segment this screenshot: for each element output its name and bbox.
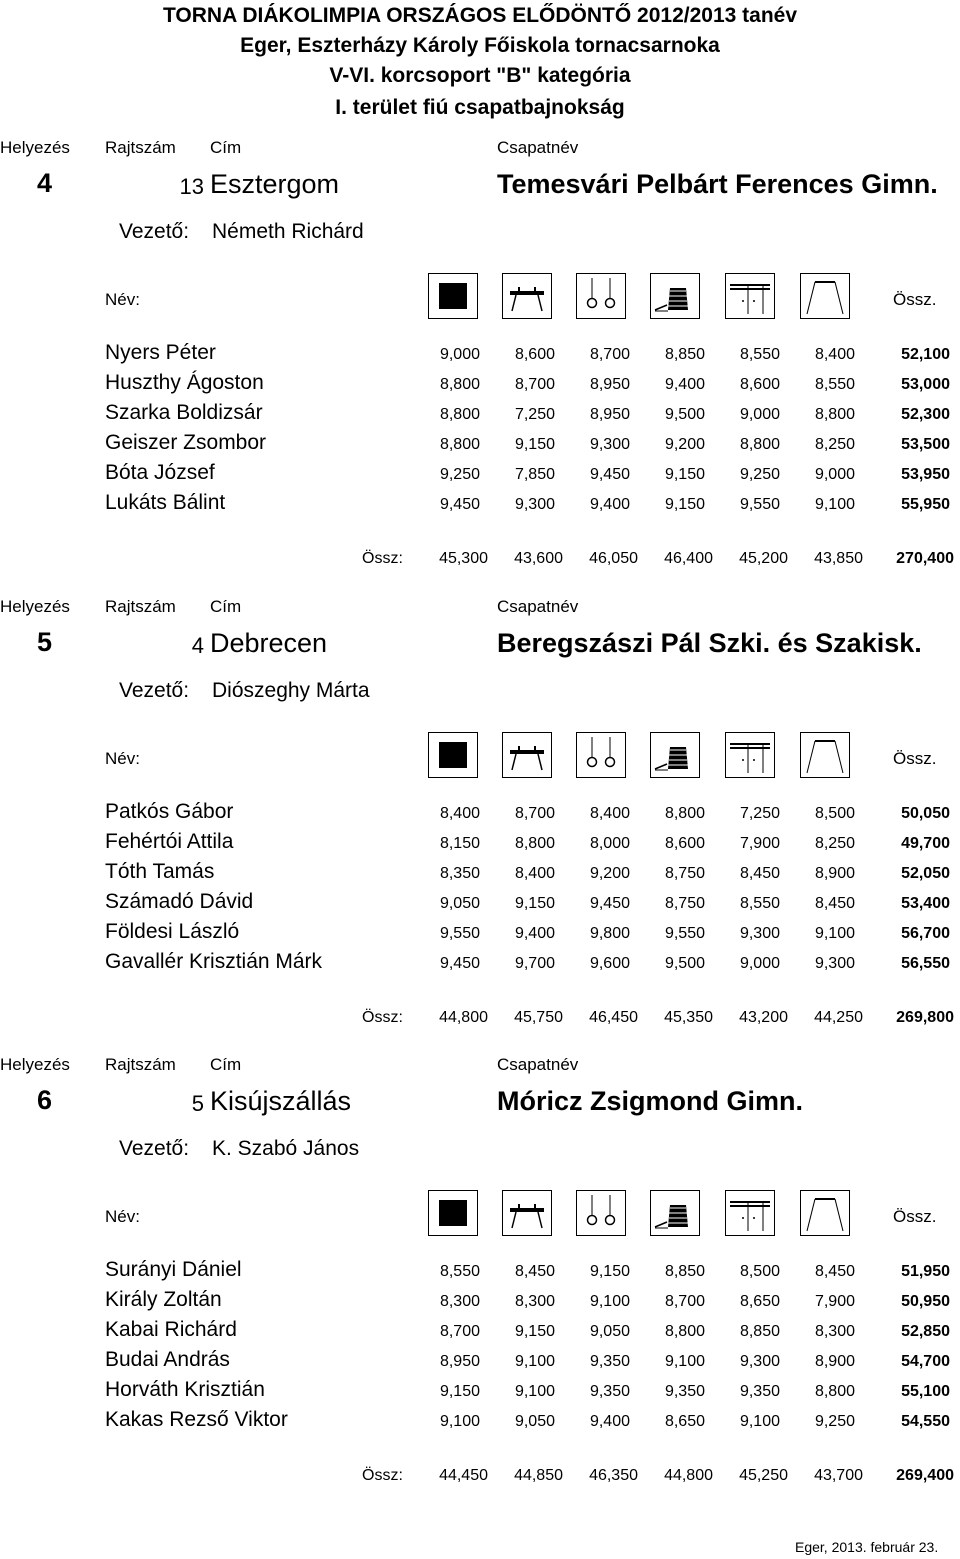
- athlete-score: 9,400: [589, 1413, 630, 1430]
- athlete-score: 9,150: [514, 436, 555, 453]
- rings-icon: [576, 273, 626, 319]
- label-helyezes: Helyezés: [0, 597, 70, 616]
- athlete-score: 8,800: [739, 436, 780, 453]
- athlete-score: 9,000: [739, 955, 780, 972]
- high-bar-icon: [800, 273, 850, 319]
- athlete-score: 8,450: [814, 895, 855, 912]
- athlete-score: 9,050: [514, 1413, 555, 1430]
- label-csapatnev: Csapatnév: [497, 597, 579, 616]
- name-column-label: Név:: [105, 290, 140, 309]
- athlete-score: 8,900: [814, 1353, 855, 1370]
- rings-icon: [576, 1190, 626, 1236]
- athlete-total: 52,850: [901, 1323, 950, 1340]
- athlete-total: 52,300: [901, 406, 950, 423]
- parallel-bars-icon: [725, 273, 775, 319]
- athlete-total: 53,950: [901, 466, 950, 483]
- athlete-name: Földesi László: [105, 920, 240, 943]
- athlete-score: 9,300: [514, 496, 555, 513]
- label-cim: Cím: [210, 138, 242, 157]
- athlete-score: 8,400: [589, 805, 630, 822]
- athlete-score: 8,600: [664, 835, 705, 852]
- label-rajtszam: Rajtszám: [105, 597, 176, 616]
- athlete-score: 8,700: [589, 346, 630, 363]
- team-name: Móricz Zsigmond Gimn.: [497, 1086, 804, 1116]
- apparatus-sum: 46,350: [589, 1467, 638, 1484]
- athlete-score: 7,250: [739, 805, 780, 822]
- high-bar-icon: [800, 732, 850, 778]
- athlete-score: 8,750: [664, 865, 705, 882]
- apparatus-sum: 46,400: [664, 550, 713, 567]
- apparatus-sum: 43,200: [739, 1009, 788, 1026]
- floor-icon: [428, 1190, 478, 1236]
- athlete-score: 7,900: [739, 835, 780, 852]
- athlete-score: 8,450: [739, 865, 780, 882]
- athlete-total: 56,550: [901, 955, 950, 972]
- athlete-score: 8,450: [814, 1263, 855, 1280]
- athlete-score: 8,500: [814, 805, 855, 822]
- athlete-score: 9,100: [589, 1293, 630, 1310]
- athlete-score: 9,250: [814, 1413, 855, 1430]
- athlete-total: 55,100: [901, 1383, 950, 1400]
- athlete-score: 9,100: [814, 925, 855, 942]
- title-line-2: Eger, Eszterházy Károly Főiskola tornacsarnoka: [240, 34, 720, 57]
- athlete-name: Tóth Tamás: [105, 860, 215, 883]
- apparatus-sum: 45,350: [664, 1009, 713, 1026]
- leader-name: Diószeghy Márta: [212, 679, 370, 702]
- team-grand-total: 270,400: [896, 550, 954, 567]
- apparatus-sum: 43,850: [814, 550, 863, 567]
- athlete-score: 9,000: [439, 346, 480, 363]
- athlete-score: 9,450: [589, 466, 630, 483]
- athlete-score: 7,850: [514, 466, 555, 483]
- label-rajtszam: Rajtszám: [105, 1055, 176, 1074]
- athlete-score: 8,000: [589, 835, 630, 852]
- team-start-number: 13: [179, 174, 204, 199]
- athlete-score: 8,250: [814, 436, 855, 453]
- sum-label: Össz:: [362, 1467, 403, 1484]
- athlete-name: Király Zoltán: [105, 1288, 222, 1311]
- team-start-number: 5: [191, 1091, 204, 1116]
- athlete-total: 50,050: [901, 805, 950, 822]
- athlete-score: 9,150: [514, 1323, 555, 1340]
- athlete-score: 8,650: [739, 1293, 780, 1310]
- athlete-score: 8,650: [664, 1413, 705, 1430]
- apparatus-sum: 45,300: [439, 550, 488, 567]
- athlete-score: 9,200: [664, 436, 705, 453]
- athlete-score: 9,100: [514, 1383, 555, 1400]
- athlete-score: 8,700: [514, 376, 555, 393]
- athlete-total: 55,950: [901, 496, 950, 513]
- apparatus-sum: 44,800: [664, 1467, 713, 1484]
- high-bar-icon: [800, 1190, 850, 1236]
- athlete-name: Szarka Boldizsár: [105, 401, 263, 424]
- apparatus-sum: 45,250: [739, 1467, 788, 1484]
- athlete-score: 8,700: [664, 1293, 705, 1310]
- athlete-name: Horváth Krisztián: [105, 1378, 265, 1401]
- athlete-score: 8,900: [814, 865, 855, 882]
- athlete-name: Kabai Richárd: [105, 1318, 237, 1341]
- athlete-score: 9,450: [439, 955, 480, 972]
- rings-icon: [576, 732, 626, 778]
- athlete-score: 9,500: [664, 955, 705, 972]
- title-line-1: TORNA DIÁKOLIMPIA ORSZÁGOS ELŐDÖNTŐ 2012/2013 tanév: [162, 4, 798, 27]
- leader-label: Vezető:: [119, 679, 190, 702]
- athlete-score: 9,300: [589, 436, 630, 453]
- parallel-bars-icon: [725, 1190, 775, 1236]
- athlete-score: 8,300: [439, 1293, 480, 1310]
- athlete-score: 8,800: [439, 376, 480, 393]
- title-line-3: V-VI. korcsoport "B" kategória: [329, 64, 631, 87]
- athlete-score: 9,250: [739, 466, 780, 483]
- total-column-label: Össz.: [893, 749, 937, 768]
- athlete-score: 9,050: [439, 895, 480, 912]
- athlete-score: 9,150: [589, 1263, 630, 1280]
- athlete-score: 9,400: [589, 496, 630, 513]
- apparatus-sum: 46,450: [589, 1009, 638, 1026]
- athlete-total: 53,500: [901, 436, 950, 453]
- athlete-name: Kakas Rezső Viktor: [105, 1408, 288, 1431]
- athlete-score: 9,250: [439, 466, 480, 483]
- athlete-score: 7,250: [514, 406, 555, 423]
- vault-icon: [650, 273, 700, 319]
- athlete-score: 9,350: [589, 1353, 630, 1370]
- athlete-name: Budai András: [105, 1348, 230, 1371]
- athlete-score: 9,400: [664, 376, 705, 393]
- athlete-score: 9,700: [514, 955, 555, 972]
- athlete-score: 9,350: [664, 1383, 705, 1400]
- team-place: 5: [37, 627, 53, 657]
- athlete-score: 9,400: [514, 925, 555, 942]
- athlete-score: 8,600: [514, 346, 555, 363]
- title-line-4: I. terület fiú csapatbajnokság: [335, 96, 625, 119]
- pommel-horse-icon: [502, 1190, 552, 1236]
- athlete-score: 9,300: [739, 1353, 780, 1370]
- athlete-total: 53,000: [901, 376, 950, 393]
- floor-icon: [428, 273, 478, 319]
- athlete-score: 9,050: [589, 1323, 630, 1340]
- athlete-score: 9,100: [439, 1413, 480, 1430]
- athlete-score: 8,800: [664, 1323, 705, 1340]
- total-column-label: Össz.: [893, 290, 937, 309]
- apparatus-sum: 44,250: [814, 1009, 863, 1026]
- label-csapatnev: Csapatnév: [497, 1055, 579, 1074]
- athlete-score: 8,700: [514, 805, 555, 822]
- label-cim: Cím: [210, 597, 242, 616]
- athlete-score: 8,950: [589, 376, 630, 393]
- apparatus-sum: 45,750: [514, 1009, 563, 1026]
- athlete-score: 8,800: [814, 406, 855, 423]
- total-column-label: Össz.: [893, 1207, 937, 1226]
- athlete-score: 8,800: [439, 406, 480, 423]
- team-city: Debrecen: [210, 628, 328, 658]
- athlete-name: Huszthy Ágoston: [105, 371, 264, 394]
- athlete-score: 8,800: [439, 436, 480, 453]
- label-rajtszam: Rajtszám: [105, 138, 176, 157]
- athlete-score: 8,600: [739, 376, 780, 393]
- athlete-score: 9,300: [739, 925, 780, 942]
- athlete-score: 9,500: [664, 406, 705, 423]
- athlete-name: Lukáts Bálint: [105, 491, 226, 514]
- leader-name: K. Szabó János: [212, 1137, 360, 1160]
- athlete-name: Gavallér Krisztián Márk: [105, 950, 323, 973]
- athlete-score: 8,250: [814, 835, 855, 852]
- sum-label: Össz:: [362, 550, 403, 567]
- apparatus-sum: 43,700: [814, 1467, 863, 1484]
- leader-name: Németh Richárd: [212, 220, 364, 243]
- pommel-horse-icon: [502, 273, 552, 319]
- athlete-score: 8,950: [439, 1353, 480, 1370]
- athlete-score: 8,550: [814, 376, 855, 393]
- athlete-score: 8,150: [439, 835, 480, 852]
- apparatus-sum: 44,850: [514, 1467, 563, 1484]
- athlete-score: 9,350: [739, 1383, 780, 1400]
- athlete-score: 9,100: [814, 496, 855, 513]
- athlete-score: 8,850: [664, 1263, 705, 1280]
- leader-label: Vezető:: [119, 1137, 190, 1160]
- athlete-score: 9,450: [439, 496, 480, 513]
- athlete-score: 9,600: [589, 955, 630, 972]
- apparatus-sum: 44,800: [439, 1009, 488, 1026]
- team-grand-total: 269,400: [896, 1467, 954, 1484]
- athlete-score: 9,550: [439, 925, 480, 942]
- name-column-label: Név:: [105, 749, 140, 768]
- team-start-number: 4: [191, 633, 204, 658]
- athlete-score: 8,850: [664, 346, 705, 363]
- athlete-total: 53,400: [901, 895, 950, 912]
- floor-icon: [428, 732, 478, 778]
- athlete-total: 56,700: [901, 925, 950, 942]
- sum-label: Össz:: [362, 1009, 403, 1026]
- label-helyezes: Helyezés: [0, 138, 70, 157]
- athlete-score: 8,800: [514, 835, 555, 852]
- athlete-score: 9,000: [814, 466, 855, 483]
- athlete-score: 8,400: [439, 805, 480, 822]
- athlete-score: 9,800: [589, 925, 630, 942]
- athlete-score: 8,550: [739, 346, 780, 363]
- athlete-total: 51,950: [901, 1263, 950, 1280]
- athlete-score: 8,350: [439, 865, 480, 882]
- athlete-score: 9,550: [664, 925, 705, 942]
- athlete-name: Fehértói Attila: [105, 830, 234, 853]
- athlete-score: 8,300: [814, 1323, 855, 1340]
- athlete-score: 9,200: [589, 865, 630, 882]
- athlete-score: 8,450: [514, 1263, 555, 1280]
- athlete-score: 9,150: [439, 1383, 480, 1400]
- athlete-score: 7,900: [814, 1293, 855, 1310]
- athlete-name: Számadó Dávid: [105, 890, 254, 913]
- athlete-name: Patkós Gábor: [105, 800, 234, 823]
- athlete-name: Nyers Péter: [105, 341, 216, 364]
- athlete-total: 52,050: [901, 865, 950, 882]
- athlete-score: 8,550: [439, 1263, 480, 1280]
- athlete-score: 8,500: [739, 1263, 780, 1280]
- apparatus-sum: 44,450: [439, 1467, 488, 1484]
- athlete-score: 8,550: [739, 895, 780, 912]
- athlete-total: 52,100: [901, 346, 950, 363]
- label-cim: Cím: [210, 1055, 242, 1074]
- pommel-horse-icon: [502, 732, 552, 778]
- vault-icon: [650, 732, 700, 778]
- athlete-score: 9,100: [514, 1353, 555, 1370]
- athlete-score: 9,550: [739, 496, 780, 513]
- team-city: Kisújszállás: [210, 1086, 352, 1116]
- athlete-score: 8,800: [814, 1383, 855, 1400]
- athlete-score: 9,150: [664, 466, 705, 483]
- team-name: Temesvári Pelbárt Ferences Gimn.: [497, 169, 938, 199]
- team-place: 6: [37, 1085, 53, 1115]
- team-place: 4: [37, 168, 53, 198]
- athlete-total: 49,700: [901, 835, 950, 852]
- team-city: Esztergom: [210, 169, 340, 199]
- athlete-score: 8,700: [439, 1323, 480, 1340]
- team-name: Beregszászi Pál Szki. és Szakisk.: [497, 628, 922, 658]
- label-helyezes: Helyezés: [0, 1055, 70, 1074]
- athlete-total: 54,550: [901, 1413, 950, 1430]
- athlete-score: 8,400: [514, 865, 555, 882]
- athlete-score: 8,300: [514, 1293, 555, 1310]
- athlete-total: 54,700: [901, 1353, 950, 1370]
- athlete-name: Surányi Dániel: [105, 1258, 242, 1281]
- athlete-score: 9,450: [589, 895, 630, 912]
- leader-label: Vezető:: [119, 220, 190, 243]
- apparatus-sum: 46,050: [589, 550, 638, 567]
- athlete-total: 50,950: [901, 1293, 950, 1310]
- athlete-score: 8,750: [664, 895, 705, 912]
- athlete-score: 8,950: [589, 406, 630, 423]
- athlete-score: 9,000: [739, 406, 780, 423]
- athlete-score: 9,150: [514, 895, 555, 912]
- athlete-score: 8,800: [664, 805, 705, 822]
- parallel-bars-icon: [725, 732, 775, 778]
- name-column-label: Név:: [105, 1207, 140, 1226]
- athlete-name: Geiszer Zsombor: [105, 431, 267, 454]
- apparatus-sum: 43,600: [514, 550, 563, 567]
- athlete-score: 8,400: [814, 346, 855, 363]
- label-csapatnev: Csapatnév: [497, 138, 579, 157]
- athlete-score: 9,100: [664, 1353, 705, 1370]
- vault-icon: [650, 1190, 700, 1236]
- athlete-name: Bóta József: [105, 461, 215, 484]
- athlete-score: 9,350: [589, 1383, 630, 1400]
- footer-date: Eger, 2013. február 23.: [795, 1539, 939, 1555]
- athlete-score: 9,100: [739, 1413, 780, 1430]
- apparatus-sum: 45,200: [739, 550, 788, 567]
- athlete-score: 8,850: [739, 1323, 780, 1340]
- team-grand-total: 269,800: [896, 1009, 954, 1026]
- athlete-score: 9,150: [664, 496, 705, 513]
- athlete-score: 9,300: [814, 955, 855, 972]
